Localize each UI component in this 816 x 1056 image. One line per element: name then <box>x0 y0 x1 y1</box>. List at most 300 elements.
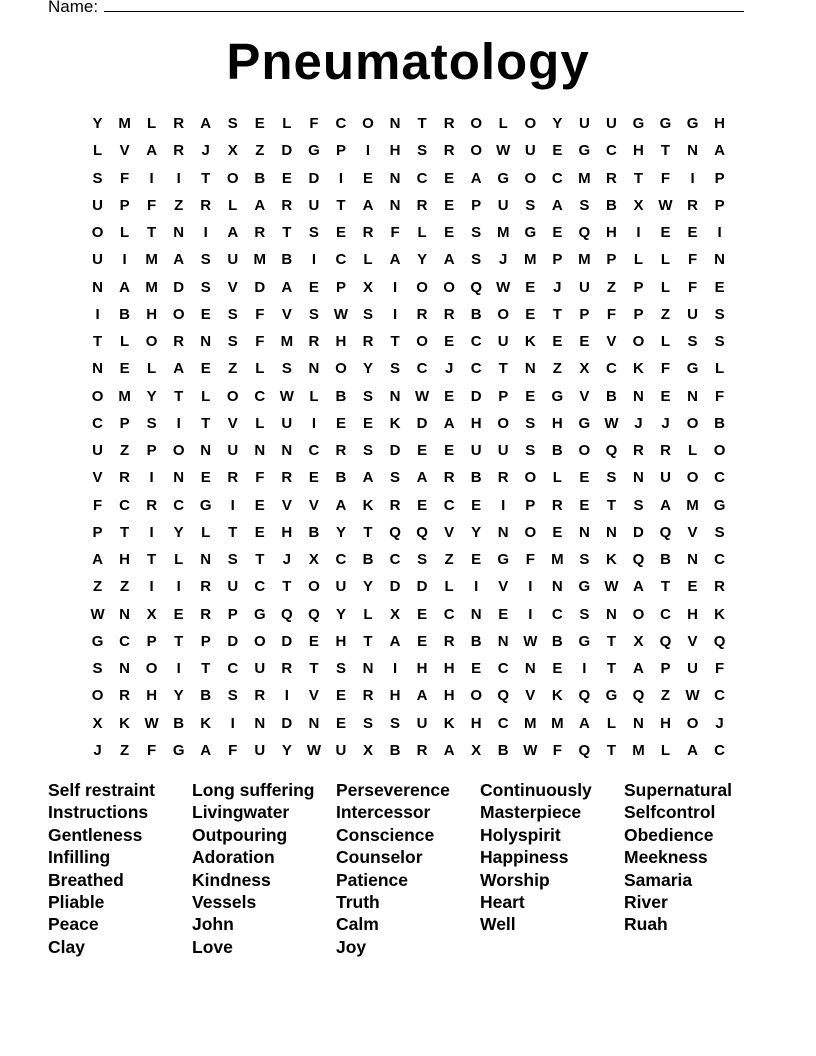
grid-letter: R <box>254 687 266 705</box>
grid-letter: X <box>390 605 401 623</box>
grid-letter: E <box>525 387 536 405</box>
grid-letter: Z <box>552 360 562 378</box>
grid-letter: C <box>254 578 266 596</box>
grid-row <box>84 165 733 192</box>
grid-letter: M <box>578 169 591 187</box>
grid-letter: H <box>146 687 158 705</box>
word-bank-item: Perseverence <box>336 780 450 800</box>
grid-letter: S <box>390 360 401 378</box>
grid-letter: S <box>227 687 238 705</box>
grid-letter: W <box>415 387 430 405</box>
grid-letter: E <box>687 578 698 596</box>
grid-letter: E <box>525 278 536 296</box>
word-bank-item: Self restraint <box>48 780 155 800</box>
grid-letter: N <box>362 660 374 678</box>
grid-row <box>84 601 733 628</box>
grid-letter: R <box>687 196 698 214</box>
grid-letter: X <box>633 196 644 214</box>
grid-letter: E <box>308 632 319 650</box>
word-bank-item: Joy <box>336 936 367 957</box>
grid-letter: R <box>714 578 726 596</box>
grid-letter: T <box>309 660 319 678</box>
grid-letter: K <box>633 360 644 378</box>
grid-letter: U <box>497 333 509 351</box>
grid-letter: L <box>660 251 671 269</box>
grid-letter: I <box>149 169 154 187</box>
grid-letter: A <box>200 741 212 759</box>
word-bank-item: Happiness <box>480 847 569 868</box>
grid-letter: T <box>363 632 373 650</box>
grid-letter: F <box>92 496 103 514</box>
grid-letter: F <box>687 251 698 269</box>
grid-letter: Z <box>444 551 454 569</box>
grid-letter: E <box>552 660 563 678</box>
grid-letter: T <box>363 523 373 541</box>
grid-letter: T <box>606 660 616 678</box>
grid-letter: R <box>173 115 185 133</box>
grid-letter: R <box>200 578 212 596</box>
grid-letter: B <box>119 305 130 323</box>
grid-letter: M <box>686 496 699 514</box>
grid-letter: Y <box>335 605 346 623</box>
grid-letter: X <box>362 278 373 296</box>
grid-letter: B <box>714 414 726 432</box>
grid-letter: N <box>389 387 401 405</box>
grid-letter: C <box>416 360 428 378</box>
grid-letter: A <box>146 142 158 160</box>
grid-letter: P <box>92 523 103 541</box>
grid-letter: F <box>255 469 265 487</box>
grid-letter: G <box>578 578 591 596</box>
grid-letter: I <box>149 578 154 596</box>
grid-letter: D <box>416 578 428 596</box>
grid-row <box>84 519 733 546</box>
grid-letter: E <box>200 305 211 323</box>
grid-letter: E <box>281 169 292 187</box>
grid-letter: G <box>91 632 104 650</box>
grid-letter: O <box>524 169 537 187</box>
grid-letter: E <box>335 687 346 705</box>
grid-letter: Q <box>713 632 726 650</box>
grid-row <box>84 492 733 519</box>
grid-letter: R <box>119 469 130 487</box>
grid-letter: U <box>497 196 509 214</box>
grid-letter: C <box>470 333 482 351</box>
grid-letter: R <box>281 660 293 678</box>
grid-letter: L <box>174 551 184 569</box>
grid-letter: F <box>552 741 562 759</box>
grid-letter: B <box>362 551 374 569</box>
grid-row <box>84 737 733 764</box>
grid-letter: S <box>362 305 373 323</box>
grid-letter: O <box>632 333 645 351</box>
grid-letter: C <box>335 251 347 269</box>
grid-letter: Y <box>281 741 292 759</box>
word-bank-item: Long suffering <box>192 780 315 800</box>
grid-letter: D <box>470 387 482 405</box>
grid-letter: G <box>713 496 726 514</box>
grid-letter: L <box>228 196 238 214</box>
grid-letter: K <box>119 714 130 732</box>
grid-letter: W <box>306 741 321 759</box>
grid-letter: Y <box>552 115 563 133</box>
grid-letter: W <box>685 687 700 705</box>
grid-letter: S <box>390 714 401 732</box>
grid-letter: I <box>284 687 289 705</box>
grid-letter: E <box>444 169 455 187</box>
grid-letter: B <box>173 714 185 732</box>
grid-letter: H <box>389 142 401 160</box>
grid-letter: C <box>714 741 726 759</box>
grid-letter: E <box>119 360 130 378</box>
grid-letter: M <box>524 714 537 732</box>
grid-letter: C <box>254 387 266 405</box>
grid-letter: Y <box>92 115 103 133</box>
grid-letter: T <box>174 632 184 650</box>
grid-letter: C <box>389 551 401 569</box>
grid-letter: M <box>118 115 131 133</box>
grid-letter: J <box>553 278 562 296</box>
grid-row <box>84 437 733 464</box>
grid-letter: N <box>92 278 103 296</box>
grid-letter: E <box>335 224 346 242</box>
grid-letter: N <box>200 551 212 569</box>
grid-letter: P <box>471 196 482 214</box>
grid-letter: T <box>552 305 562 323</box>
grid-letter: E <box>471 496 482 514</box>
grid-letter: B <box>551 632 563 650</box>
grid-letter: N <box>633 714 644 732</box>
grid-letter: H <box>551 414 563 432</box>
grid-letter: A <box>92 551 103 569</box>
grid-letter: R <box>200 196 212 214</box>
grid-letter: R <box>551 496 563 514</box>
grid-letter: C <box>443 605 455 623</box>
grid-letter: G <box>659 115 672 133</box>
grid-letter: S <box>525 414 536 432</box>
grid-letter: I <box>636 224 641 242</box>
grid-letter: U <box>227 442 239 460</box>
grid-letter: Y <box>471 523 482 541</box>
grid-letter: O <box>91 687 104 705</box>
grid-letter: S <box>227 551 238 569</box>
grid-letter: C <box>714 469 726 487</box>
grid-letter: S <box>579 605 590 623</box>
grid-letter: Z <box>119 578 130 596</box>
grid-letter: E <box>200 360 211 378</box>
grid-letter: Q <box>470 278 483 296</box>
grid-letter: W <box>333 305 349 323</box>
grid-row <box>84 110 733 137</box>
grid-letter: V <box>687 632 698 650</box>
grid-letter: U <box>92 251 103 269</box>
grid-letter: W <box>144 714 159 732</box>
grid-letter: L <box>255 414 265 432</box>
grid-letter: V <box>281 496 292 514</box>
grid-letter: T <box>201 660 211 678</box>
word-bank-item: Truth <box>336 892 380 913</box>
grid-letter: I <box>528 578 533 596</box>
grid-letter: O <box>497 414 510 432</box>
grid-letter: A <box>633 578 644 596</box>
grid-letter: R <box>227 469 239 487</box>
grid-letter: V <box>281 305 292 323</box>
grid-letter: R <box>416 741 428 759</box>
grid-letter: L <box>660 333 671 351</box>
grid-letter: P <box>335 142 346 160</box>
grid-letter: P <box>498 387 509 405</box>
grid-row <box>84 546 733 573</box>
grid-letter: Z <box>255 142 265 160</box>
grid-letter: C <box>173 496 185 514</box>
grid-row <box>84 355 733 382</box>
grid-letter: Z <box>119 741 130 759</box>
grid-letter: O <box>470 115 483 133</box>
word-bank-item: Obedience <box>624 824 714 845</box>
grid-letter: B <box>254 169 266 187</box>
word-bank-item: Ruah <box>624 914 668 935</box>
grid-letter: B <box>605 196 617 214</box>
grid-letter: P <box>579 305 590 323</box>
grid-letter: O <box>686 714 699 732</box>
grid-letter: R <box>443 115 455 133</box>
grid-letter: O <box>416 278 428 296</box>
grid-letter: V <box>525 687 536 705</box>
word-bank-item: Worship <box>480 869 550 890</box>
grid-letter: I <box>311 251 316 269</box>
grid-letter: W <box>523 632 538 650</box>
grid-letter: D <box>389 442 401 460</box>
grid-letter: H <box>146 305 158 323</box>
word-bank-item: Clay <box>48 936 85 957</box>
grid-letter: F <box>147 741 157 759</box>
grid-letter: M <box>496 224 510 242</box>
grid-letter: Z <box>228 360 238 378</box>
grid-letter: A <box>119 278 130 296</box>
grid-letter: N <box>605 523 617 541</box>
grid-letter: K <box>362 496 374 514</box>
grid-letter: G <box>524 224 537 242</box>
grid-letter: W <box>523 741 538 759</box>
grid-letter: B <box>335 469 347 487</box>
grid-letter: I <box>230 496 235 514</box>
word-bank-item: Breathed <box>48 869 124 890</box>
grid-letter: F <box>687 278 698 296</box>
grid-letter: Z <box>174 196 184 214</box>
grid-letter: L <box>282 115 292 133</box>
grid-letter: R <box>335 442 347 460</box>
grid-row <box>84 246 733 273</box>
grid-letter: M <box>551 714 564 732</box>
grid-letter: W <box>604 414 619 432</box>
grid-letter: J <box>282 551 292 569</box>
grid-letter: V <box>227 414 238 432</box>
grid-letter: F <box>228 741 238 759</box>
grid-letter: M <box>145 278 158 296</box>
grid-letter: R <box>660 442 671 460</box>
grid-row <box>84 192 733 219</box>
grid-letter: B <box>605 387 617 405</box>
grid-letter: R <box>119 687 130 705</box>
grid-letter: Q <box>632 551 645 569</box>
grid-letter: S <box>362 714 373 732</box>
grid-letter: R <box>633 442 644 460</box>
grid-letter: Z <box>119 442 130 460</box>
grid-letter: O <box>226 387 239 405</box>
grid-letter: M <box>632 741 645 759</box>
grid-letter: J <box>444 360 454 378</box>
grid-letter: H <box>119 551 130 569</box>
grid-letter: K <box>714 605 726 623</box>
grid-letter: L <box>255 360 265 378</box>
grid-letter: J <box>715 714 724 732</box>
grid-letter: W <box>90 605 105 623</box>
word-bank-item: Heart <box>480 892 525 913</box>
grid-letter: S <box>417 551 428 569</box>
grid-letter: U <box>254 660 266 678</box>
grid-letter: S <box>335 660 346 678</box>
grid-letter: Q <box>578 741 591 759</box>
grid-letter: B <box>470 469 482 487</box>
grid-letter: M <box>253 251 267 269</box>
grid-letter: U <box>470 442 482 460</box>
grid-letter: R <box>605 169 617 187</box>
grid-letter: C <box>443 496 455 514</box>
word-bank-item: Outpouring <box>192 824 288 845</box>
grid-letter: I <box>122 251 127 269</box>
grid-letter: I <box>203 224 208 242</box>
grid-letter: S <box>714 523 725 541</box>
grid-letter: W <box>496 278 511 296</box>
grid-letter: Q <box>389 523 401 541</box>
grid-letter: E <box>714 278 725 296</box>
grid-letter: B <box>308 523 320 541</box>
grid-letter: C <box>497 714 509 732</box>
grid-letter: L <box>715 360 725 378</box>
grid-letter: I <box>149 469 154 487</box>
grid-letter: O <box>362 115 374 133</box>
grid-letter: Q <box>659 632 672 650</box>
grid-letter: P <box>714 196 725 214</box>
grid-letter: C <box>470 360 482 378</box>
grid-letter: I <box>149 523 154 541</box>
grid-letter: T <box>336 196 346 214</box>
grid-letter: L <box>147 115 157 133</box>
grid-letter: T <box>119 523 130 541</box>
grid-letter: O <box>172 305 185 323</box>
grid-letter: O <box>308 578 320 596</box>
grid-letter: E <box>444 196 455 214</box>
grid-letter: C <box>497 660 509 678</box>
grid-letter: A <box>443 414 455 432</box>
grid-letter: J <box>499 251 508 269</box>
grid-letter: D <box>416 414 428 432</box>
grid-letter: G <box>308 142 320 160</box>
grid-letter: S <box>362 442 373 460</box>
grid-letter: E <box>525 305 536 323</box>
grid-letter: E <box>254 115 265 133</box>
grid-letter: E <box>335 714 346 732</box>
grid-letter: L <box>552 469 562 487</box>
grid-letter: G <box>632 115 645 133</box>
grid-letter: H <box>416 660 428 678</box>
grid-letter: C <box>92 414 103 432</box>
grid-letter: N <box>551 578 563 596</box>
grid-letter: T <box>147 224 157 242</box>
grid-letter: V <box>227 278 238 296</box>
grid-letter: H <box>660 714 671 732</box>
grid-letter: P <box>633 305 644 323</box>
grid-letter: B <box>470 305 482 323</box>
grid-letter: R <box>362 333 374 351</box>
grid-letter: H <box>281 523 293 541</box>
word-bank-item: John <box>192 914 234 935</box>
grid-letter: S <box>281 360 292 378</box>
grid-letter: U <box>254 741 266 759</box>
grid-letter: K <box>605 551 617 569</box>
grid-letter: O <box>253 632 266 650</box>
grid-letter: Z <box>92 578 103 596</box>
grid-letter: K <box>389 414 401 432</box>
grid-letter: V <box>579 387 590 405</box>
grid-letter: U <box>660 469 671 487</box>
grid-letter: O <box>91 224 104 242</box>
word-bank-item: Conscience <box>336 824 435 845</box>
grid-letter: Q <box>308 605 320 623</box>
grid-letter: E <box>498 605 509 623</box>
grid-letter: I <box>528 605 533 623</box>
grid-letter: S <box>633 496 644 514</box>
grid-letter: E <box>552 333 563 351</box>
grid-letter: L <box>92 142 103 160</box>
grid-letter: L <box>606 714 616 732</box>
word-bank-item: Gentleness <box>48 824 143 845</box>
grid-letter: A <box>416 469 428 487</box>
grid-letter: E <box>660 224 671 242</box>
grid-letter: T <box>417 115 427 133</box>
grid-letter: F <box>255 333 265 351</box>
grid-letter: S <box>227 333 238 351</box>
grid-letter: A <box>578 714 590 732</box>
grid-letter: C <box>335 551 347 569</box>
grid-letter: X <box>227 142 238 160</box>
grid-letter: G <box>497 551 510 569</box>
word-bank-item: Selfcontrol <box>624 802 716 823</box>
grid-letter: B <box>281 251 293 269</box>
grid-letter: Y <box>362 578 373 596</box>
grid-letter: D <box>281 714 293 732</box>
grid-letter: Y <box>173 523 184 541</box>
grid-letter: V <box>687 523 698 541</box>
grid-letter: A <box>335 496 347 514</box>
grid-letter: E <box>444 387 455 405</box>
grid-letter: S <box>714 305 725 323</box>
grid-letter: N <box>173 469 185 487</box>
grid-letter: P <box>227 605 238 623</box>
grid-letter: E <box>471 660 482 678</box>
grid-letter: S <box>227 305 238 323</box>
grid-row <box>84 219 733 246</box>
grid-letter: A <box>551 196 563 214</box>
grid-letter: Y <box>362 360 373 378</box>
grid-letter: A <box>227 224 239 242</box>
grid-letter: E <box>579 469 590 487</box>
grid-letter: Z <box>606 278 616 296</box>
grid-letter: V <box>119 142 130 160</box>
grid-letter: A <box>389 251 401 269</box>
grid-letter: E <box>444 442 455 460</box>
grid-letter: N <box>524 660 536 678</box>
